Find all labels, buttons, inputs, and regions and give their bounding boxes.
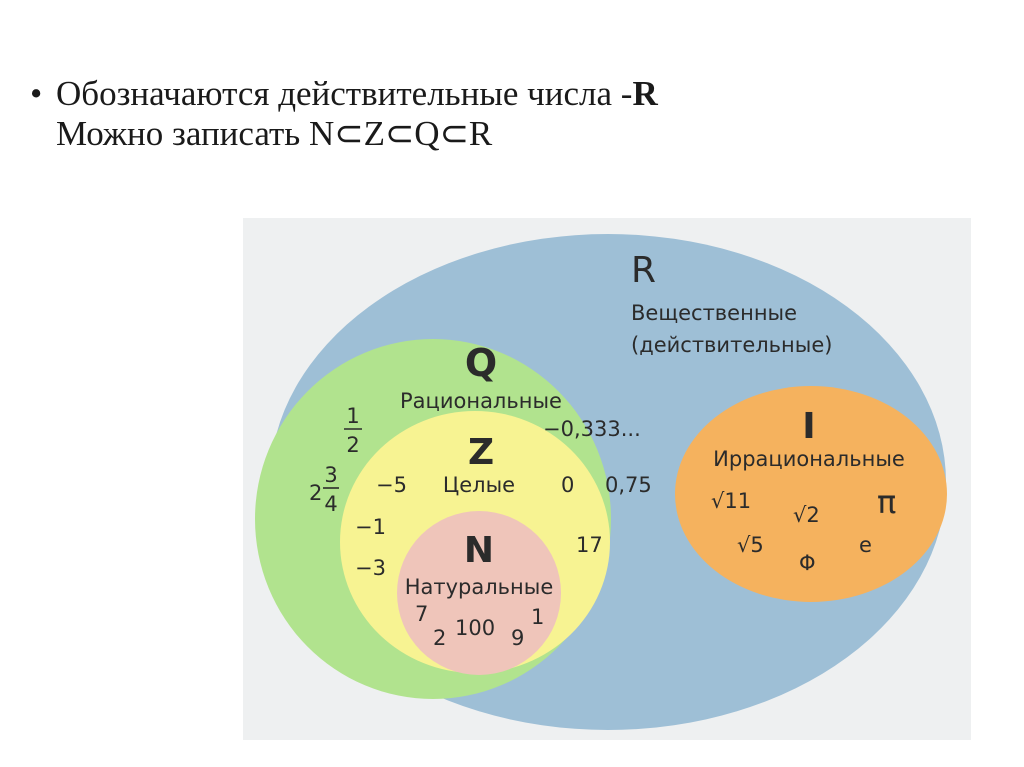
rational-name: Рациональные [400, 389, 562, 413]
integer-zero: 0 [561, 473, 575, 497]
bullet-dot: • [30, 74, 43, 113]
slide-text [30, 74, 658, 154]
natural-7: 7 [415, 602, 429, 626]
integer-neg5: −5 [376, 473, 407, 497]
irrational-sqrt11: √11 [711, 489, 752, 513]
irrational-pi: π [877, 483, 897, 521]
integer-neg1: −1 [355, 515, 386, 539]
bullet-line-2: Можно записать N⊂Z⊂Q⊂R [56, 114, 493, 153]
natural-9: 9 [511, 626, 525, 650]
natural-1: 1 [531, 605, 545, 629]
natural-100: 100 [455, 616, 496, 640]
natural-letter: N [463, 530, 495, 571]
rational-frac-den: 2 [346, 433, 360, 457]
natural-name: Натуральные [404, 575, 554, 599]
irrational-phi: Φ [799, 551, 816, 575]
rational-mixed-den: 4 [324, 492, 338, 516]
bullet-strong-r: R [632, 74, 658, 113]
irrational-sqrt5: √5 [737, 533, 764, 557]
number-sets-diagram [243, 218, 971, 740]
integer-name: Целые [442, 473, 516, 497]
integer-letter: Z [467, 432, 495, 473]
irrational-letter: I [802, 406, 816, 447]
irrational-e: e [859, 533, 872, 557]
number-sets-svg [243, 218, 971, 740]
irrational-sqrt2: √2 [793, 503, 820, 527]
integer-decimal: 0,75 [605, 473, 652, 497]
rational-letter: Q [464, 341, 498, 385]
bullet-text: Обозначаются действительные числа - [56, 74, 633, 113]
integer-neg3: −3 [355, 556, 386, 580]
integer-seventeen: 17 [576, 533, 603, 557]
real-subname: (действительные) [631, 333, 833, 357]
rational-mixed-num: 3 [324, 463, 338, 487]
bullet-line-1 [30, 74, 658, 114]
rational-frac-num: 1 [346, 404, 360, 428]
irrational-name: Иррациональные [713, 447, 905, 471]
real-name: Вещественные [631, 301, 798, 325]
natural-2: 2 [433, 626, 447, 650]
real-letter: R [631, 250, 657, 291]
rational-repeating: −0,333... [543, 417, 641, 441]
rational-mixed-whole: 2 [309, 481, 323, 505]
